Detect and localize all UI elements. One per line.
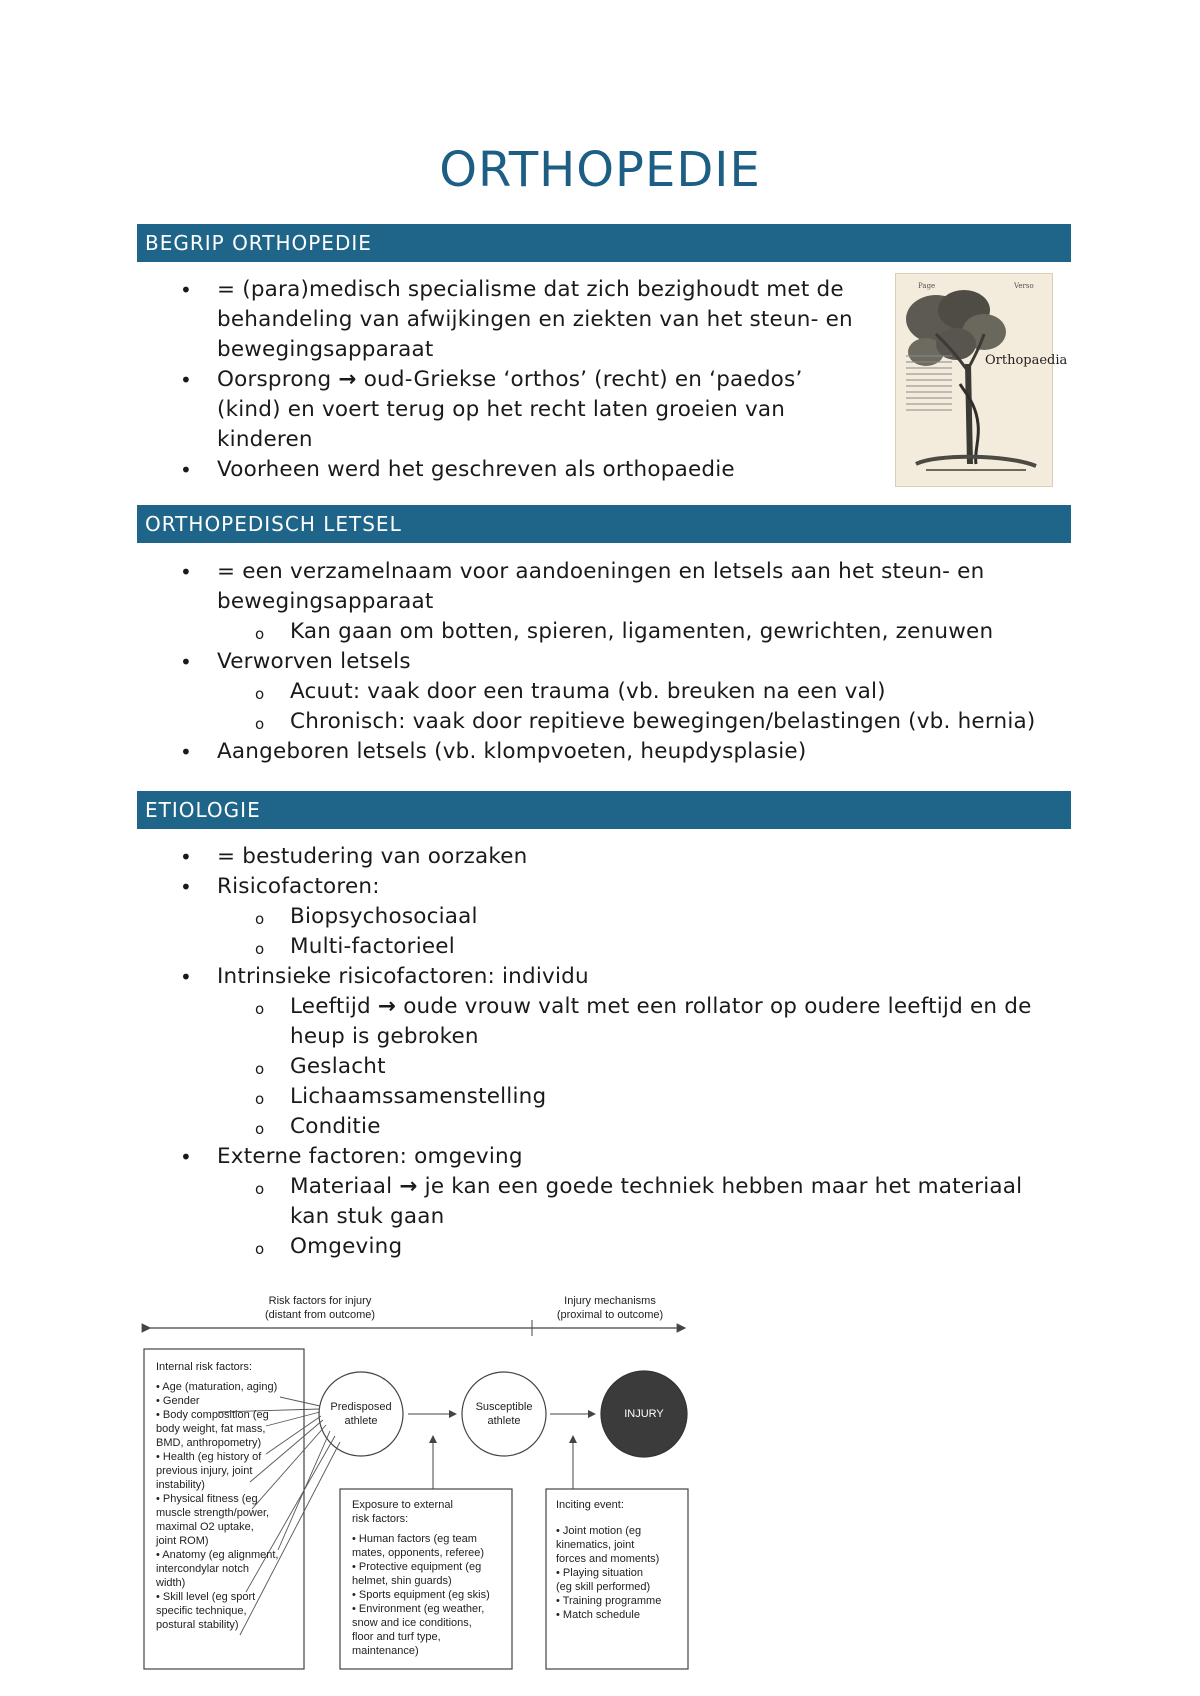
list-item-continued: kinderen: [217, 427, 313, 452]
sub-list-item: o Biopsychosociaal: [0, 902, 1032, 932]
svg-text:Verso: Verso: [1014, 282, 1034, 290]
sub-list-item: o Chronisch: vaak door repitieve bewegingen/belastingen (vb. hernia): [0, 707, 1035, 737]
list-item: • = bestudering van oorzaken: [0, 842, 1032, 872]
arrow-icon: →: [399, 1174, 418, 1199]
list-item: • Oorsprong → oud-Griekse ‘orthos’ (recht) en ‘paedos’: [0, 365, 853, 395]
list-item-continued: behandeling van afwijkingen en ziekten van het steun- en: [217, 307, 853, 332]
sub-list-item: o Kan gaan om botten, spieren, ligamenten, gewrichten, zenuwen: [0, 617, 1035, 647]
sub-list-item-continued: heup is gebroken: [290, 1024, 479, 1049]
letsel-list: [0, 557, 1035, 767]
arrow-icon: →: [338, 367, 357, 392]
sub-list-item: o Omgeving: [0, 1232, 1032, 1262]
begrip-list: [0, 275, 853, 485]
list-item: • Verworven letsels: [0, 647, 1035, 677]
section-heading-etiologie: ETIOLOGIE: [137, 791, 1071, 829]
predisposed-athlete-node: Predisposed athlete: [330, 1401, 392, 1427]
inciting-event: Inciting event: • Joint motion (eg kinematics, joint forces and moments) • Playing situation (eg skill performed) • Training programme • Match schedule: [556, 1499, 662, 1621]
sub-list-item: o Conditie: [0, 1112, 1032, 1142]
svg-text:Page: Page: [918, 282, 936, 290]
diagram-header-left: Risk factors for injury (distant from outcome): [264, 1295, 376, 1321]
injury-node: INJURY: [624, 1408, 664, 1420]
sub-list-item: o Lichaamssamenstelling: [0, 1082, 1032, 1112]
sub-list-item-continued: kan stuk gaan: [290, 1204, 445, 1229]
list-item: • Aangeboren letsels (vb. klompvoeten, heupdysplasie): [0, 737, 1035, 767]
sub-list-item: o Acuut: vaak door een trauma (vb. breuken na een val): [0, 677, 1035, 707]
sub-list-item: o Materiaal → je kan een goede techniek hebben maar het materiaal: [0, 1172, 1032, 1202]
list-item: • Externe factoren: omgeving: [0, 1142, 1032, 1172]
section-heading-letsel: ORTHOPEDISCH LETSEL: [137, 505, 1071, 543]
sub-list-item: o Geslacht: [0, 1052, 1032, 1082]
photo-caption: Orthopaedia: [985, 353, 1068, 368]
internal-risk-factors: Internal risk factors: • Age (maturation, aging) • Gender • Body composition (eg body weight, fat mass, BMD, anthropometry) • Health (eg history of previous injury, joint instability) • Physical fitness (eg muscle strength/power, maximal O2 uptake, joint ROM) • Anatomy (eg alignment, intercondylar notch width) • Skill level (eg sport specific technique, postural stability): [156, 1361, 279, 1631]
external-risk-factors: Exposure to external risk factors: • Human factors (eg team mates, opponents, referee) • Protective equipment (eg helmet, shin guards) • Sports equipment (eg skis) • Environment (eg weather, snow and ice conditions, floor and turf type, maintenance): [352, 1499, 490, 1657]
section-heading-begrip: BEGRIP ORTHOPEDIE: [137, 224, 1071, 262]
susceptible-athlete-node: Susceptible athlete: [475, 1401, 533, 1427]
tree-illustration: [896, 274, 1052, 486]
list-item: • = (para)medisch specialisme dat zich bezighoudt met de: [0, 275, 853, 305]
list-item-continued: bewegingsapparaat: [217, 337, 434, 362]
sub-list-item: o Leeftijd → oude vrouw valt met een rollator op oudere leeftijd en de: [0, 992, 1032, 1022]
list-item-continued: bewegingsapparaat: [217, 589, 434, 614]
list-item-continued: (kind) en voert terug op het recht laten groeien van: [217, 397, 786, 422]
list-item: • Intrinsieke risicofactoren: individu: [0, 962, 1032, 992]
orthopaedia-tree-image: [895, 273, 1053, 487]
list-item: • Voorheen werd het geschreven als orthopaedie: [0, 455, 853, 485]
diagram-header-right: Injury mechanisms (proximal to outcome): [556, 1295, 664, 1321]
etiologie-list: [0, 842, 1032, 1262]
injury-model-diagram: [140, 1286, 692, 1678]
arrow-icon: →: [377, 994, 397, 1019]
sub-list-item: o Multi-factorieel: [0, 932, 1032, 962]
page-title: ORTHOPEDIE: [439, 142, 761, 198]
list-item: • = een verzamelnaam voor aandoeningen en letsels aan het steun- en: [0, 557, 1035, 587]
list-item: • Risicofactoren:: [0, 872, 1032, 902]
